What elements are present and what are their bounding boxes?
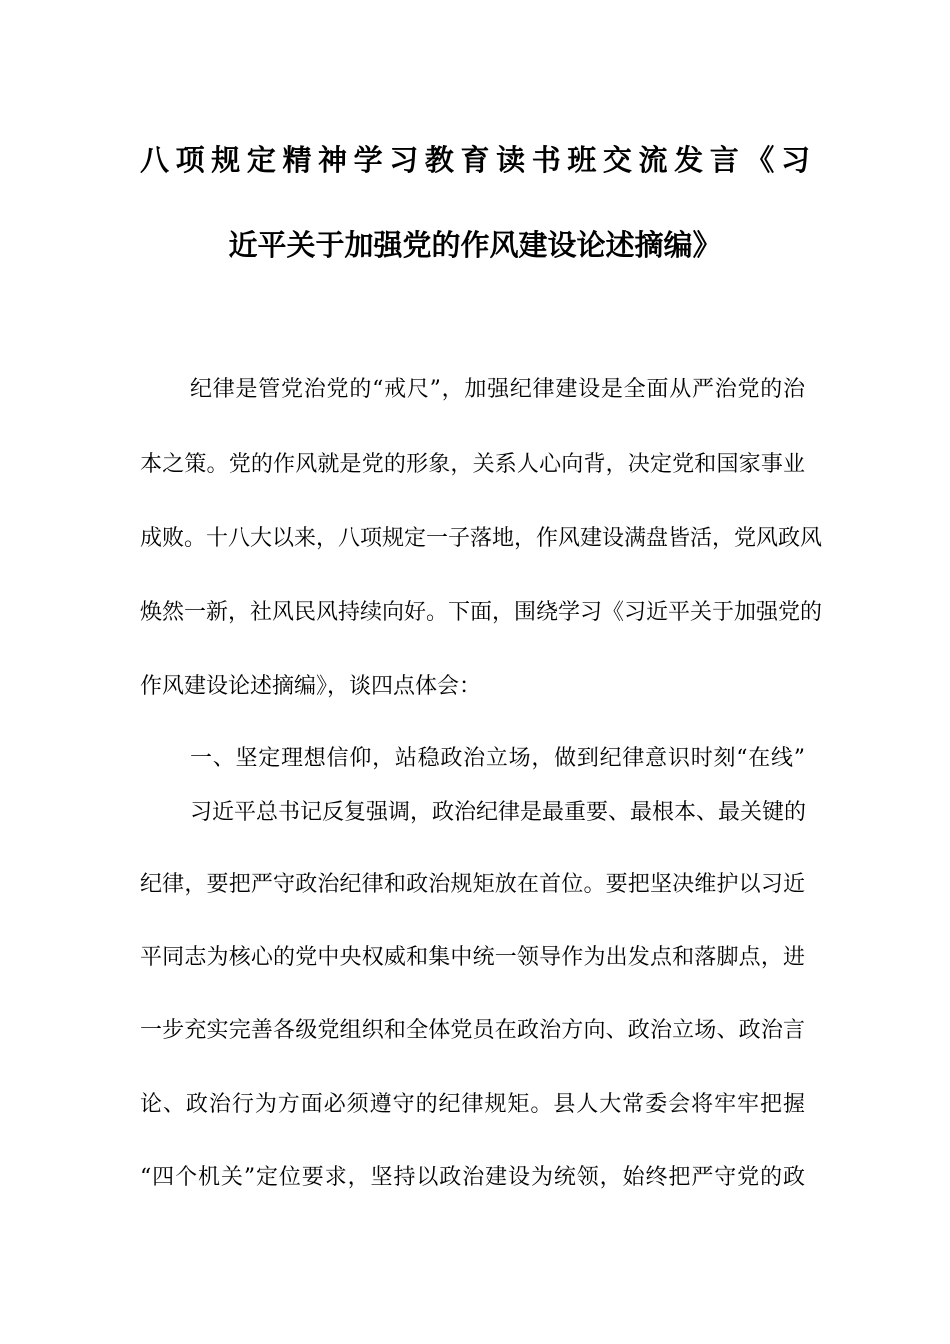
paragraph-line: 成败。十八大以来，八项规定一子落地，作风建设满盘皆活，党风政风 [140,526,823,551]
section-heading: 一、坚定理想信仰，站稳政治立场，做到纪律意识时刻“在线” [190,746,805,771]
paragraph-line: 焕然一新，社风民风持续向好。下面，围绕学习《习近平关于加强党的 [140,600,823,625]
paragraph-line: 本之策。党的作风就是党的形象，关系人心向背，决定党和国家事业 [140,452,805,477]
paragraph-line: 习近平总书记反复强调，政治纪律是最重要、最根本、最关键的 [190,800,807,825]
document-title-line-1: 八项规定精神学习教育读书班交流发言《习 [140,143,810,177]
paragraph-line: 纪律，要把严守政治纪律和政治规矩放在首位。要把坚决维护以习近 [140,872,805,897]
paragraph-line: 论、政治行为方面必须遵守的纪律规矩。县人大常委会将牢牢把握 [140,1092,805,1117]
paragraph-line: 一步充实完善各级党组织和全体党员在政治方向、政治立场、政治言 [140,1018,805,1043]
paragraph-line: 纪律是管党治党的“戒尺”，加强纪律建设是全面从严治党的治 [190,377,805,402]
paragraph-line: “四个机关”定位要求，坚持以政治建设为统领，始终把严守党的政 [140,1165,805,1190]
paragraph-line: 作风建设论述摘编》，谈四点体会： [140,674,482,699]
document-title-line-2: 近平关于加强党的作风建设论述摘编》 [228,228,722,262]
paragraph-line: 平同志为核心的党中央权威和集中统一领导作为出发点和落脚点，进 [140,945,805,970]
